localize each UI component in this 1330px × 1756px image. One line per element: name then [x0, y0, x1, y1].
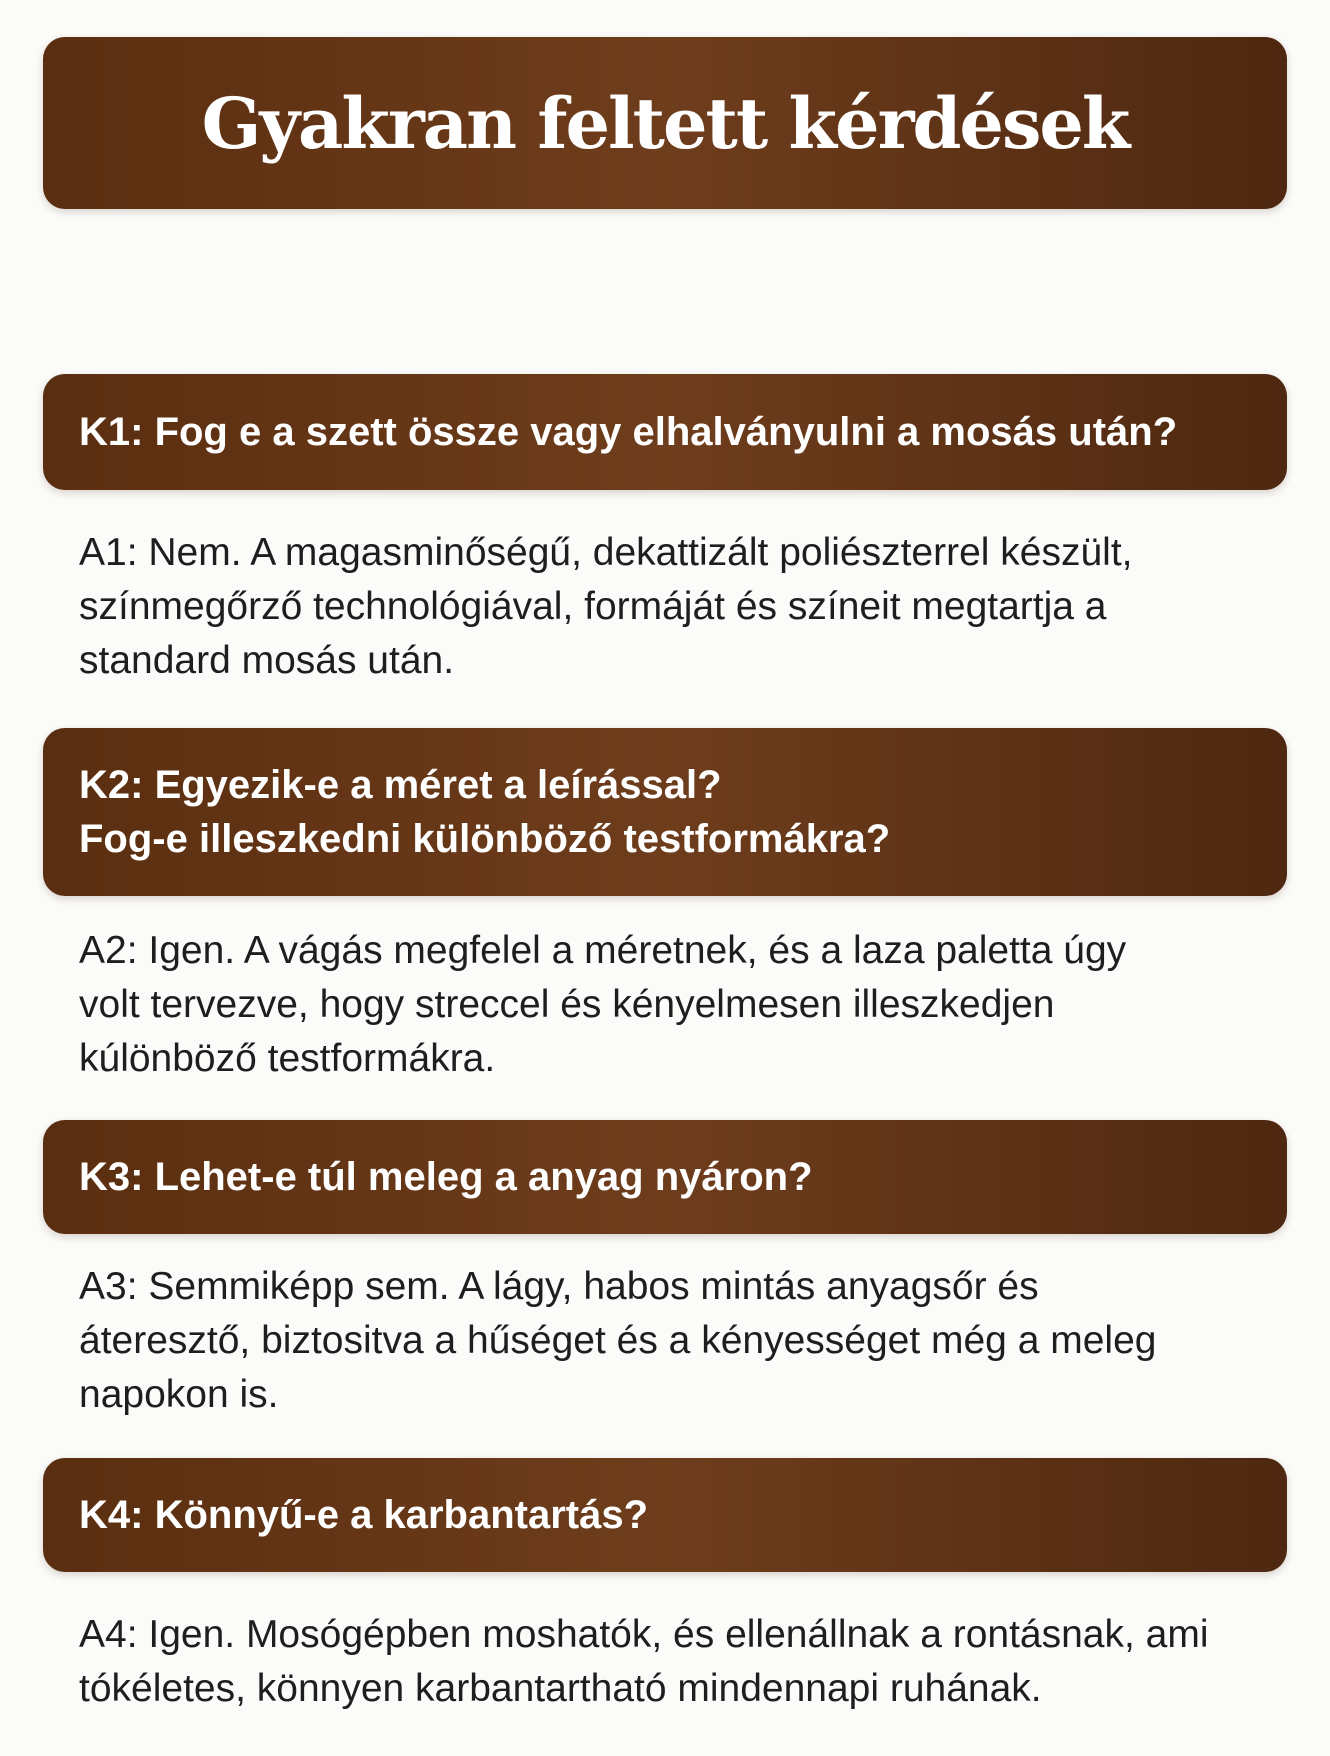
answer-3-line-2: áteresztő, biztositva a hűséget és a kényességet még a meleg	[79, 1319, 1157, 1362]
answer-1-line-1: A1: Nem. A magasminőségű, dekattizált poliészterrel készült,	[79, 531, 1133, 574]
question-2-line-2: Fog-e illeszkedni különböző testformákra?	[79, 817, 891, 861]
question-banner-1	[43, 374, 1287, 490]
answer-3	[79, 1260, 1289, 1422]
answer-3-line-1: A3: Semmiképp sem. A lágy, habos mintás anyagsőr és	[79, 1265, 1039, 1308]
question-3-line-1: K3: Lehet-e túl meleg a anyag nyáron?	[79, 1155, 813, 1199]
question-banner-2	[43, 728, 1287, 896]
answer-4	[79, 1608, 1289, 1716]
answer-2-line-2: volt tervezve, hogy streccel és kényelmesen illeszkedjen	[79, 983, 1055, 1026]
answer-2-line-1: A2: Igen. A vágás megfelel a méretnek, és a laza paletta úgy	[79, 929, 1127, 972]
question-4-line-1: K4: Könnyű-e a karbantartás?	[79, 1493, 649, 1537]
answer-4-line-1: A4: Igen. Mosógépben moshatók, és ellenállnak a rontásnak, ami	[79, 1613, 1209, 1656]
answer-1-line-3: standard mosás után.	[79, 639, 455, 682]
question-1-line-1: K1: Fog e a szett össze vagy elhalványulni a mosás után?	[79, 410, 1178, 454]
question-2-line-1: K2: Egyezik-e a méret a leírással?	[79, 763, 722, 807]
page-title: Gyakran feltett kérdések	[201, 81, 1129, 165]
question-banner-3	[43, 1120, 1287, 1234]
answer-1	[79, 526, 1289, 688]
title-banner	[43, 37, 1287, 209]
answer-1-line-2: színmegőrző technológiával, formáját és színeit megtartja a	[79, 585, 1107, 628]
answer-2-line-3: kúlönböző testformákra.	[79, 1037, 496, 1080]
question-banner-4	[43, 1458, 1287, 1572]
answer-3-line-3: napokon is.	[79, 1373, 279, 1416]
answer-4-line-2: tókéletes, könnyen karbantartható mindennapi ruhának.	[79, 1667, 1042, 1710]
answer-2	[79, 924, 1289, 1086]
